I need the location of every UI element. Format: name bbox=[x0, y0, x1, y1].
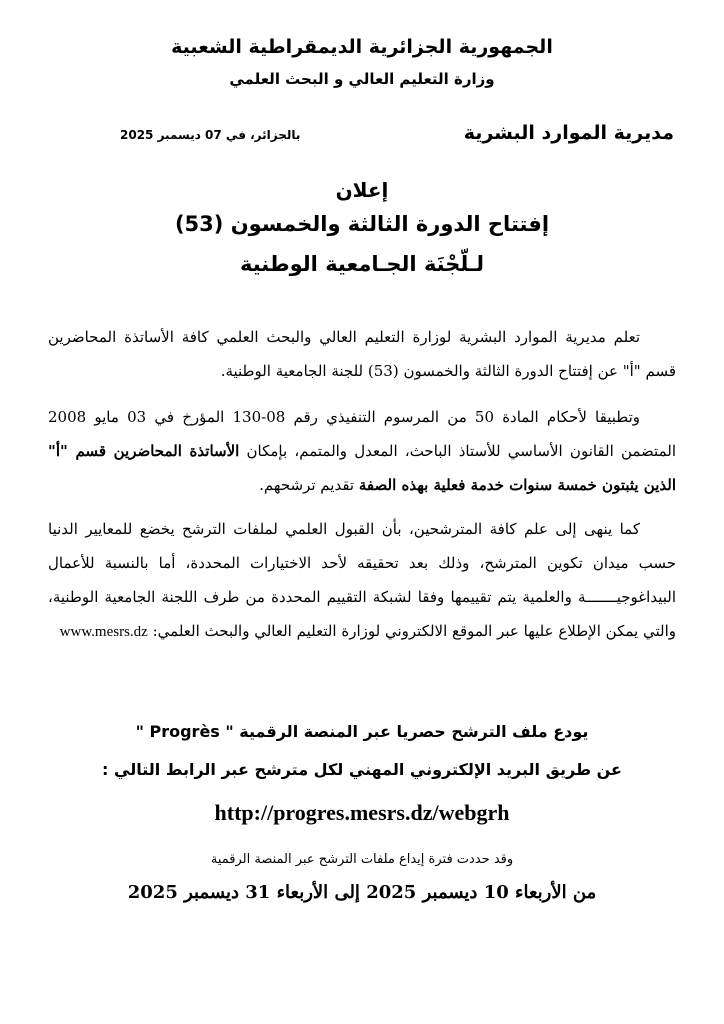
ministry-header: وزارة التعليم العالي و البحث العلمي bbox=[229, 70, 495, 88]
session-title: إفتتاح الدورة الثالثة والخمسون (53) bbox=[174, 212, 550, 236]
paragraph-intro bbox=[48, 320, 676, 388]
submission-line-1: يودع ملف الترشح حصريا عبر المنصة الرقمية " Progrès " bbox=[135, 722, 589, 741]
paragraph-eligibility bbox=[48, 400, 676, 502]
republic-header: الجمهورية الجزائرية الديمقراطية الشعبية bbox=[171, 36, 553, 58]
ministry-website-link[interactable]: www.mesrs.dz bbox=[59, 624, 148, 640]
submission-line-2: عن طريق البريد الإلكتروني المهني لكل مترشح عبر الرابط التالي : bbox=[102, 760, 622, 779]
directorate-name: مديرية الموارد البشرية bbox=[463, 122, 674, 144]
progres-link[interactable]: http://progres.mesrs.dz/webgrh bbox=[214, 800, 510, 825]
evaluation-text: كما ينهى إلى علم كافة المترشحين، بأن القبول العلمي لملفات الترشح يخضع للمعايير الدنيا حسب ميدان تكوين المترشح، وذلك بعد تحقيقه لأحد الاختيارات المحددة، أما بالنسبة للأعمال البيداغوجيـــــــة والعلمية يتم تقييمها وفقا لشبكة التقييم المحددة من طرف اللجنة الجامعية الوطنية، والتي يمكن الإطلاع عليها عبر الموقع الالكتروني لوزارة التعليم العالي والبحث العلمي: bbox=[48, 520, 676, 640]
eligibility-bold-text: الأساتذة المحاضرين قسم "أ" الذين يثبتون خمسة سنوات خدمة فعلية بهذه الصفة bbox=[48, 442, 676, 494]
paragraph-evaluation bbox=[48, 512, 676, 649]
announcement-title: إعلان bbox=[335, 178, 389, 202]
paragraph-intro-text: تعلم مديرية الموارد البشرية لوزارة التعليم العالي والبحث العلمي كافة الأساتذة المحاضرين قسم "أ" عن إفتتاح الدورة الثالثة والخمسون (53) للجنة الجامعية الوطنية. bbox=[48, 328, 676, 380]
committee-title: لـلّجْنَة الجـامعية الوطنية bbox=[239, 252, 485, 276]
eligibility-end-text: تقديم ترشحهم. bbox=[259, 476, 359, 494]
eligibility-text: وتطبيقا لأحكام المادة 50 من المرسوم التنفيذي رقم 08-130 المؤرخ في 03 مايو 2008 المتضمن القانون الأساسي للأستاذ الباحث، المعدل والمتمم، بإمكان bbox=[48, 408, 676, 460]
place-date: بالجزائر، في 07 ديسمبر 2025 bbox=[120, 128, 301, 142]
period-range: من الأربعاء 10 ديسمبر 2025 إلى الأربعاء 31 ديسمبر 2025 bbox=[127, 882, 597, 903]
period-intro: وقد حددت فترة إيداع ملفات الترشح عبر المنصة الرقمية bbox=[210, 852, 514, 867]
